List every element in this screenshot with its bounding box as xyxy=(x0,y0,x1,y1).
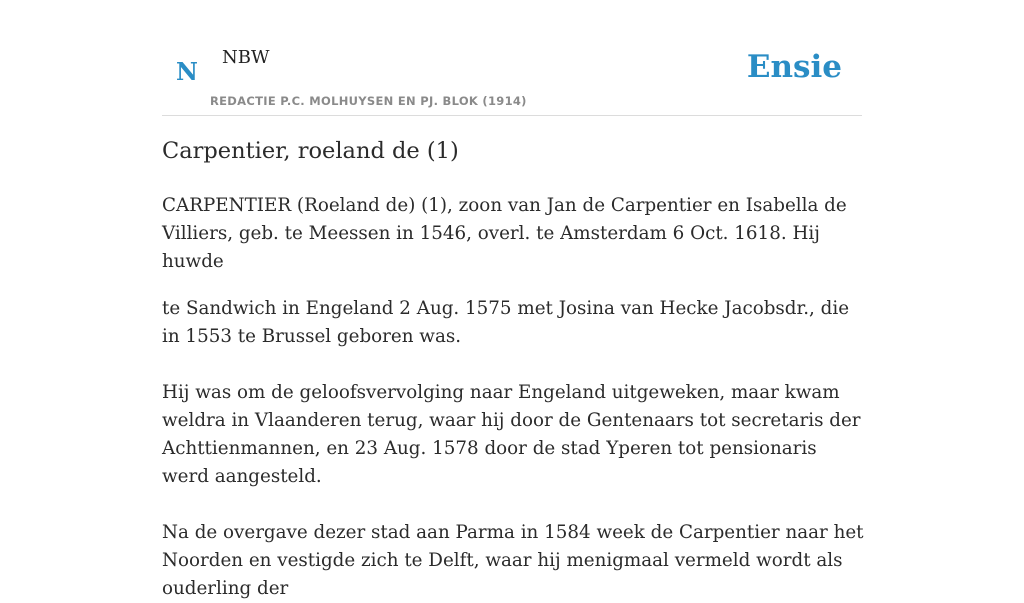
source-logo-icon[interactable]: N xyxy=(176,57,198,86)
article-paragraph: te Sandwich in Engeland 2 Aug. 1575 met Josina van Hecke Jacobsdr., die in 1553 te Brussel geboren was. xyxy=(162,298,850,347)
source-header xyxy=(162,28,862,116)
article-title: Carpentier, roeland de (1) xyxy=(162,138,459,164)
article-body xyxy=(162,192,867,603)
source-name[interactable]: NBW xyxy=(222,47,270,68)
article-paragraph: Na de overgave dezer stad aan Parma in 1584 week de Carpentier naar het Noorden en vestigde zich te Delft, waar hij menigmaal vermeld wordt als ouderling der xyxy=(162,522,864,599)
article-paragraph: Hij was om de geloofsvervolging naar Engeland uitgeweken, maar kwam weldra in Vlaanderen terug, waar hij door de Gentenaars tot secretaris der Achttienmannen, en 23 Aug. 1578 door de stad Yperen tot pensionaris werd aangesteld. xyxy=(162,382,861,487)
ensie-logo[interactable]: Ensie xyxy=(746,49,842,85)
source-subtitle: REDACTIE P.C. MOLHUYSEN EN PJ. BLOK (1914) xyxy=(210,94,527,108)
article-paragraph: CARPENTIER (Roeland de) (1), zoon van Jan de Carpentier en Isabella de Villiers, geb. te Meessen in 1546, overl. te Amsterdam 6 Oct. 1618. Hij huwde xyxy=(162,195,847,272)
